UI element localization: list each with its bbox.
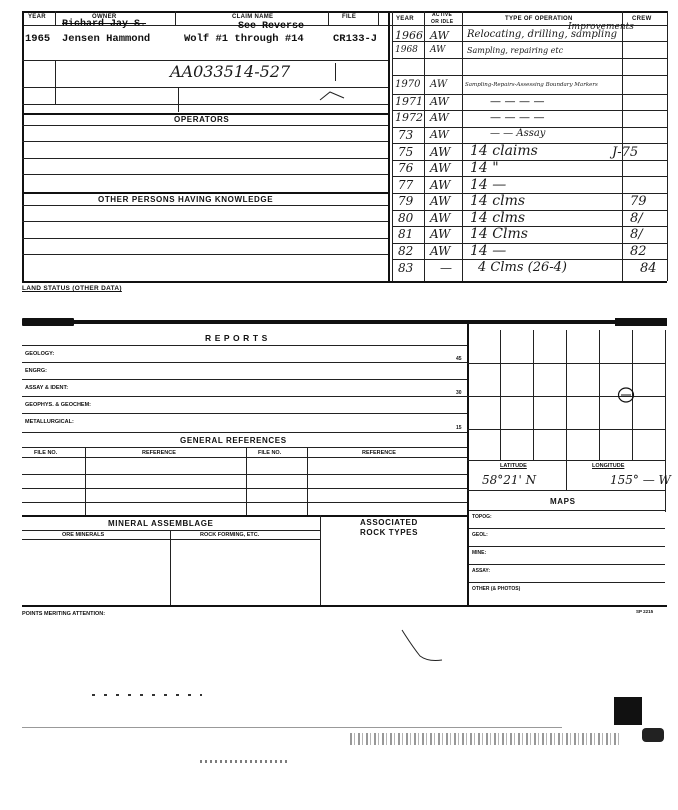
record-year: 1965	[25, 33, 51, 45]
associated-label: ASSOCIATED	[360, 518, 418, 527]
scan-dots-2	[200, 760, 290, 763]
operation-description: — — Assay	[490, 128, 546, 139]
maps-title: MAPS	[550, 497, 576, 506]
handwritten-checkmark	[318, 88, 348, 104]
report-field-assay: ASSAY & IDENT:	[25, 385, 69, 391]
operation-status: AW	[430, 227, 451, 241]
operation-status: AW	[430, 178, 451, 192]
operation-year: 77	[398, 178, 414, 192]
operation-status: AW	[430, 95, 449, 108]
col-file-no: FILE NO.	[34, 450, 58, 456]
header-crew: CREW	[632, 16, 652, 22]
operation-description: 14 claims	[470, 143, 538, 159]
rock-types-label: ROCK TYPES	[360, 528, 419, 537]
latitude-label: LATITUDE	[500, 463, 527, 469]
scan-noise-line	[22, 727, 562, 728]
operation-description: — — — —	[490, 95, 545, 108]
form-number: SP 2215	[636, 609, 654, 614]
operation-status: AW	[430, 211, 451, 225]
header-or-idle: OR IDLE	[431, 19, 454, 25]
report-geology-number: 45	[456, 356, 462, 362]
operation-status: AW	[430, 45, 446, 55]
operation-year: 76	[398, 161, 414, 175]
corner-block-mark	[614, 697, 642, 725]
operation-year: 73	[398, 128, 414, 142]
longitude-label: LONGITUDE	[592, 463, 625, 469]
pen-scribble	[398, 626, 448, 666]
map-field-geol: GEOL:	[472, 532, 488, 538]
col-reference: REFERENCE	[142, 450, 176, 456]
points-meriting-attention: POINTS MERITING ATTENTION:	[22, 611, 106, 617]
col-file-no-2: FILE NO.	[258, 450, 282, 456]
operation-description: 14 —	[470, 243, 507, 259]
map-field-mine: MINE:	[472, 550, 487, 556]
operation-status: AW	[430, 79, 448, 90]
operation-year: 1968	[395, 45, 418, 55]
operation-description: Sampling-Repairs-Assessing Boundary Markers	[465, 82, 598, 88]
map-field-assay: ASSAY:	[472, 568, 491, 574]
header-year: YEAR	[28, 14, 46, 20]
operation-crew: 82	[630, 244, 647, 259]
header-year-2: YEAR	[396, 16, 414, 22]
operation-crew: 84	[640, 261, 657, 276]
operation-status: AW	[430, 111, 449, 124]
operation-description: 14 clms	[470, 193, 526, 209]
operation-crew: J-75	[612, 145, 639, 160]
general-references-title: GENERAL REFERENCES	[180, 436, 287, 445]
operation-description: 14 —	[470, 177, 507, 193]
operation-crew: 8/	[630, 211, 643, 226]
land-status-label: LAND STATUS (OTHER DATA)	[22, 285, 122, 292]
operation-year: 1971	[395, 95, 423, 108]
operation-year: 82	[398, 244, 414, 258]
operation-year: 83	[398, 261, 414, 275]
operation-description: Sampling, repairing etc	[467, 46, 564, 55]
record-owner: Jensen Hammond	[62, 33, 151, 45]
operation-status: AW	[430, 194, 451, 208]
location-circle-mark	[616, 386, 636, 404]
operation-year: 1972	[395, 111, 423, 124]
other-persons-title: OTHER PERSONS HAVING KNOWLEDGE	[98, 195, 274, 204]
handwritten-serial: AA033514-527	[170, 62, 291, 81]
scan-dots	[92, 694, 202, 696]
operation-description: Relocating, drilling, sampling	[467, 29, 618, 40]
header-file: FILE	[342, 14, 357, 20]
operation-year: 1970	[395, 79, 421, 90]
operation-status: AW	[430, 145, 451, 159]
report-field-metallurgical: METALLURGICAL:	[25, 419, 74, 425]
header-claim-name: CLAIM NAME	[232, 14, 274, 20]
operation-crew: 79	[630, 194, 647, 209]
operation-status: —	[440, 261, 452, 275]
header-owner: OWNER	[92, 14, 117, 20]
col-rock-forming: ROCK FORMING, ETC.	[200, 532, 260, 538]
operation-description: 14 clms	[470, 210, 526, 226]
reports-title: R E P O R T S	[205, 333, 268, 343]
col-ore-minerals: ORE MINERALS	[62, 532, 105, 538]
operation-status: AW	[430, 128, 449, 141]
scan-noise-band	[350, 733, 620, 745]
top-band	[22, 320, 667, 324]
operation-year: 1966	[395, 29, 423, 42]
record-file: CR133-J	[333, 33, 378, 45]
operation-status: AW	[430, 29, 449, 42]
report-field-geophys: GEOPHYS. & GEOCHEM:	[25, 402, 92, 408]
operation-year: 80	[398, 211, 414, 225]
operation-description: 4 Clms (26-4)	[478, 260, 567, 275]
header-active: ACTIVE	[432, 12, 453, 18]
col-reference-2: REFERENCE	[362, 450, 396, 456]
owner-struck: Richard Jay S.	[62, 19, 147, 30]
operators-title: OPERATORS	[174, 115, 230, 124]
report-assay-number: 30	[456, 390, 462, 396]
claim-struck: See Reverse	[238, 21, 305, 32]
operation-year: 81	[398, 227, 414, 241]
corner-blob	[642, 728, 664, 742]
operation-description: — — — —	[490, 111, 545, 124]
operation-crew: 8/	[630, 227, 643, 242]
operation-description: 14 "	[470, 160, 499, 176]
report-field-geology: GEOLOGY:	[25, 351, 55, 357]
report-metallurgical-number: 15	[456, 425, 462, 431]
operation-description: 14 Clms	[470, 226, 528, 242]
map-field-other: OTHER (& PHOTOS)	[472, 586, 521, 592]
header-type-of-operation: TYPE OF OPERATION	[505, 16, 573, 22]
longitude-value: 155° — W	[610, 473, 671, 487]
mineral-assemblage-title: MINERAL ASSEMBLAGE	[108, 519, 214, 528]
operation-year: 79	[398, 194, 414, 208]
operation-status: AW	[430, 161, 451, 175]
report-field-engrg: ENGRG:	[25, 368, 47, 374]
latitude-value: 58°21' N	[482, 473, 537, 487]
record-claim: Wolf #1 through #14	[184, 33, 304, 45]
operation-year: 75	[398, 145, 414, 159]
map-field-topog: TOPOG:	[472, 514, 492, 520]
operation-status: AW	[430, 244, 451, 258]
improvements-note: Improvements	[568, 22, 634, 32]
